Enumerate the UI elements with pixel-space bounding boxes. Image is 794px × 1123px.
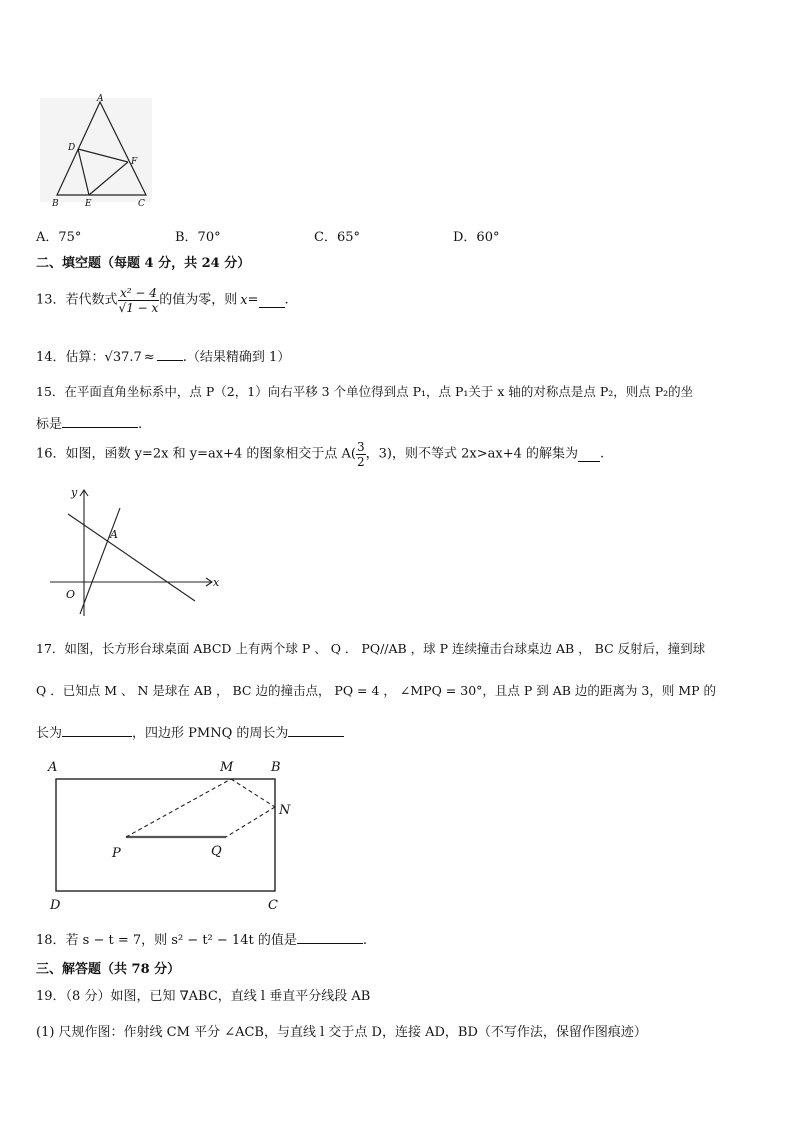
label-B: B (271, 760, 281, 775)
table-abcd (56, 779, 275, 891)
q18-text: 18．若 s − t = 7，则 s² − t² − 14t 的值是 (36, 933, 297, 948)
q15-end: . (138, 417, 143, 432)
q13-tail: 的值为零，则 (159, 292, 238, 308)
q14-tail: .（结果精确到 1） (182, 350, 291, 365)
q16-text: 16．如图，函数 y=2x 和 y=ax+4 的图象相交于点 A( (36, 446, 356, 462)
q16-answer-blank[interactable] (578, 448, 600, 462)
question-18 (36, 930, 367, 950)
question-17-line2: Q ．已知点 M 、 N 是球在 AB ， BC 边的撞击点， PQ = 4 ， ∠MPQ = 30°，且点 P 到 AB 边的距离为 3，则 MP 的 (36, 683, 717, 698)
question-15-line2 (36, 414, 142, 434)
label-C: C (138, 199, 145, 209)
label-D: D (68, 143, 76, 153)
q17-line3a: 长为 (36, 726, 63, 741)
label-O: O (66, 588, 76, 601)
label-D: D (50, 898, 61, 913)
line-y-ax-plus-4 (68, 514, 195, 601)
question-17-line1: 17．如图，长方形台球桌面 ABCD 上有两个球 P 、 Q ． PQ//AB ，球 P 连续撞击台球桌边 AB ， BC 反射后，撞到球 (36, 641, 706, 656)
question-16 (36, 440, 604, 469)
q18-answer-blank[interactable] (297, 930, 363, 944)
triangle-figure (40, 92, 155, 212)
q13-frac-den: √1 − x (118, 301, 159, 315)
section-3-heading: 三、解答题（共 78 分） (36, 962, 181, 977)
q13-var: x (240, 292, 248, 308)
label-P: P (112, 846, 121, 861)
label-y: y (71, 486, 78, 499)
q17-line3b: ，四边形 PMNQ 的周长为 (132, 726, 289, 741)
label-N: N (279, 803, 291, 818)
option-d: D．60° (453, 230, 500, 245)
label-C: C (268, 898, 278, 913)
label-F: F (131, 157, 138, 167)
section-2-heading: 二、填空题（每题 4 分，共 24 分） (36, 256, 251, 271)
q17-mp-blank[interactable] (62, 723, 132, 737)
q16-end: . (600, 446, 605, 462)
question-14 (36, 347, 290, 367)
q18-end: . (362, 933, 367, 948)
segment-nq (226, 807, 275, 837)
label-A: A (97, 94, 104, 104)
segment-pm (126, 779, 231, 837)
q14-approx: ≈ (143, 350, 155, 365)
q16-fraction (356, 440, 366, 469)
segment-mn (231, 779, 275, 807)
label-A: A (110, 528, 118, 541)
q14-prefix: 14．估算： (36, 350, 105, 365)
option-b: B．70° (175, 230, 221, 245)
option-c: C．65° (314, 230, 360, 245)
q13-answer-blank[interactable] (259, 294, 285, 308)
label-x: x (213, 576, 220, 589)
question-19-line1: 19．（8 分）如图，已知 ∇ABC，直线 l 垂直平分线段 AB (36, 989, 371, 1004)
option-a: A．75° (36, 230, 82, 245)
graph-figure (46, 484, 226, 620)
q13-frac-num: x² − 4 (118, 286, 160, 301)
q13-end: . (284, 292, 289, 308)
q13-prefix: 13．若代数式 (36, 292, 118, 308)
label-A: A (48, 760, 58, 775)
question-17-line3 (36, 723, 344, 743)
question-13 (36, 286, 289, 315)
label-E: E (85, 199, 92, 209)
line-y-2x (80, 508, 120, 614)
label-Q: Q (211, 844, 222, 859)
q13-fraction (118, 286, 160, 315)
q14-root: √37.7 (104, 350, 142, 365)
q16-frac-num: 3 (357, 440, 365, 454)
q16-tail: ，3)，则不等式 2x>ax+4 的解集为 (365, 446, 578, 462)
q17-perimeter-blank[interactable] (288, 723, 344, 737)
question-15-line1: 15．在平面直角坐标系中，点 P（2，1）向右平移 3 个单位得到点 P₁，点 P₁关于 x 轴的对称点是点 P₂，则点 P₂的坐 (36, 384, 694, 399)
question-19-line2: (1) 尺规作图：作射线 CM 平分 ∠ACB，与直线 l 交于点 D，连接 AD，BD（不写作法，保留作图痕迹） (36, 1025, 647, 1040)
q16-frac-den: 2 (357, 455, 365, 469)
q13-eq: = (247, 292, 259, 308)
q15-answer-blank[interactable] (62, 414, 138, 428)
q15-line2-text: 标是 (36, 417, 63, 432)
label-B: B (52, 199, 59, 209)
q14-answer-blank[interactable] (157, 347, 183, 361)
label-M: M (220, 760, 234, 775)
rectangle-figure (46, 755, 306, 915)
